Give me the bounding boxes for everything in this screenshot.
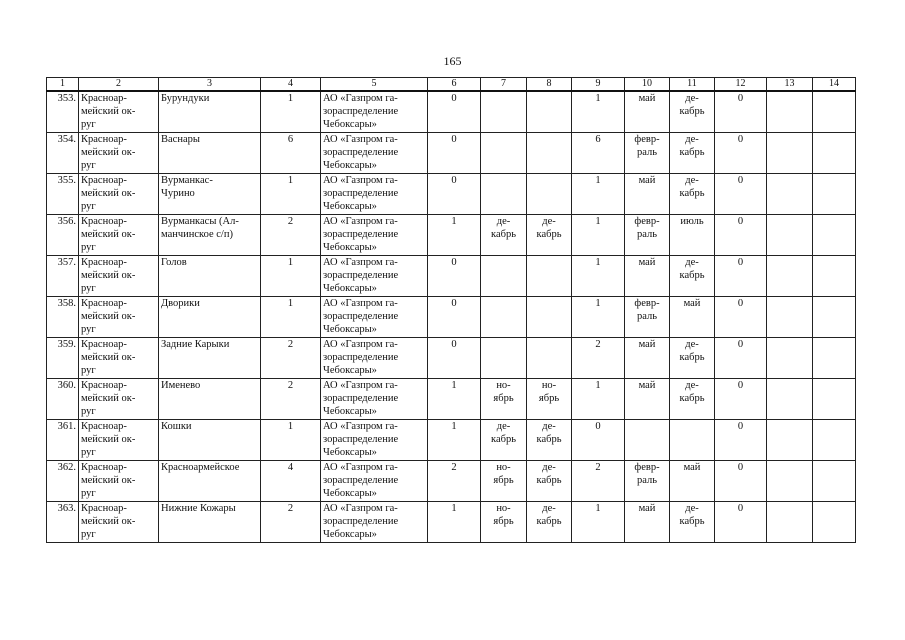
col11-cell: де- кабрь xyxy=(670,174,715,215)
col9-cell: 2 xyxy=(572,461,625,502)
col14-cell xyxy=(813,297,856,338)
count-cell: 2 xyxy=(261,502,321,543)
col6-cell: 0 xyxy=(428,91,481,133)
settlement-cell: Именево xyxy=(159,379,261,420)
col11-cell: де- кабрь xyxy=(670,256,715,297)
col12-cell: 0 xyxy=(715,502,767,543)
table-row xyxy=(47,256,856,297)
column-header: 8 xyxy=(527,78,572,92)
settlement-cell: Красноармейское xyxy=(159,461,261,502)
column-header: 12 xyxy=(715,78,767,92)
col14-cell xyxy=(813,256,856,297)
col14-cell xyxy=(813,379,856,420)
organization-cell: АО «Газпром га- зораспределение Чебоксары» xyxy=(321,502,428,543)
col8-cell xyxy=(527,133,572,174)
column-header: 1 xyxy=(47,78,79,92)
district-cell: Красноар- мейский ок- руг xyxy=(79,256,159,297)
col12-cell: 0 xyxy=(715,256,767,297)
table-row xyxy=(47,461,856,502)
col9-cell: 1 xyxy=(572,215,625,256)
col12-cell: 0 xyxy=(715,215,767,256)
col9-cell: 1 xyxy=(572,297,625,338)
col10-cell: февр- раль xyxy=(625,133,670,174)
organization-cell: АО «Газпром га- зораспределение Чебоксары» xyxy=(321,461,428,502)
col13-cell xyxy=(767,215,813,256)
col8-cell xyxy=(527,91,572,133)
table-row xyxy=(47,420,856,461)
col11-cell: де- кабрь xyxy=(670,502,715,543)
settlement-cell: Вурманкас- Чурино xyxy=(159,174,261,215)
district-cell: Красноар- мейский ок- руг xyxy=(79,461,159,502)
col8-cell: де- кабрь xyxy=(527,502,572,543)
col7-cell xyxy=(481,133,527,174)
district-cell: Красноар- мейский ок- руг xyxy=(79,215,159,256)
count-cell: 6 xyxy=(261,133,321,174)
col8-cell: де- кабрь xyxy=(527,461,572,502)
district-cell: Красноар- мейский ок- руг xyxy=(79,338,159,379)
row-number-cell: 359. xyxy=(47,338,79,379)
col11-cell: де- кабрь xyxy=(670,91,715,133)
col12-cell: 0 xyxy=(715,297,767,338)
table-row xyxy=(47,297,856,338)
col6-cell: 0 xyxy=(428,256,481,297)
col8-cell xyxy=(527,338,572,379)
col11-cell: май xyxy=(670,297,715,338)
table-row xyxy=(47,174,856,215)
district-cell: Красноар- мейский ок- руг xyxy=(79,379,159,420)
count-cell: 1 xyxy=(261,420,321,461)
row-number-cell: 363. xyxy=(47,502,79,543)
col14-cell xyxy=(813,420,856,461)
table-row xyxy=(47,379,856,420)
settlement-cell: Голов xyxy=(159,256,261,297)
col10-cell: февр- раль xyxy=(625,461,670,502)
district-cell: Красноар- мейский ок- руг xyxy=(79,502,159,543)
organization-cell: АО «Газпром га- зораспределение Чебоксары» xyxy=(321,215,428,256)
col14-cell xyxy=(813,133,856,174)
col7-cell xyxy=(481,256,527,297)
col13-cell xyxy=(767,461,813,502)
count-cell: 1 xyxy=(261,91,321,133)
col11-cell: де- кабрь xyxy=(670,338,715,379)
col13-cell xyxy=(767,256,813,297)
col6-cell: 0 xyxy=(428,174,481,215)
col6-cell: 0 xyxy=(428,133,481,174)
organization-cell: АО «Газпром га- зораспределение Чебоксары» xyxy=(321,91,428,133)
col6-cell: 0 xyxy=(428,338,481,379)
organization-cell: АО «Газпром га- зораспределение Чебоксары» xyxy=(321,420,428,461)
col14-cell xyxy=(813,174,856,215)
col12-cell: 0 xyxy=(715,420,767,461)
column-header: 14 xyxy=(813,78,856,92)
col13-cell xyxy=(767,174,813,215)
district-cell: Красноар- мейский ок- руг xyxy=(79,297,159,338)
col10-cell: май xyxy=(625,502,670,543)
col14-cell xyxy=(813,215,856,256)
row-number-cell: 360. xyxy=(47,379,79,420)
column-header: 9 xyxy=(572,78,625,92)
col11-cell: июль xyxy=(670,215,715,256)
col13-cell xyxy=(767,420,813,461)
page-number: 165 xyxy=(443,54,462,68)
col13-cell xyxy=(767,91,813,133)
col8-cell: но- ябрь xyxy=(527,379,572,420)
district-cell: Красноар- мейский ок- руг xyxy=(79,91,159,133)
settlement-cell: Кошки xyxy=(159,420,261,461)
col10-cell xyxy=(625,420,670,461)
col9-cell: 6 xyxy=(572,133,625,174)
col8-cell xyxy=(527,297,572,338)
row-number-cell: 361. xyxy=(47,420,79,461)
col8-cell: де- кабрь xyxy=(527,420,572,461)
col10-cell: май xyxy=(625,338,670,379)
col6-cell: 2 xyxy=(428,461,481,502)
col12-cell: 0 xyxy=(715,91,767,133)
settlement-cell: Нижние Кожары xyxy=(159,502,261,543)
col6-cell: 1 xyxy=(428,502,481,543)
col10-cell: май xyxy=(625,91,670,133)
count-cell: 4 xyxy=(261,461,321,502)
organization-cell: АО «Газпром га- зораспределение Чебоксары» xyxy=(321,379,428,420)
table-row xyxy=(47,338,856,379)
col9-cell: 2 xyxy=(572,338,625,379)
col9-cell: 1 xyxy=(572,256,625,297)
col14-cell xyxy=(813,461,856,502)
col12-cell: 0 xyxy=(715,379,767,420)
row-number-cell: 353. xyxy=(47,91,79,133)
organization-cell: АО «Газпром га- зораспределение Чебоксары» xyxy=(321,174,428,215)
table-row xyxy=(47,91,856,133)
col9-cell: 1 xyxy=(572,174,625,215)
header-row xyxy=(47,78,856,92)
col9-cell: 0 xyxy=(572,420,625,461)
table-row xyxy=(47,502,856,543)
col13-cell xyxy=(767,297,813,338)
row-number-cell: 358. xyxy=(47,297,79,338)
count-cell: 2 xyxy=(261,379,321,420)
col7-cell: но- ябрь xyxy=(481,502,527,543)
col8-cell: де- кабрь xyxy=(527,215,572,256)
row-number-cell: 362. xyxy=(47,461,79,502)
col10-cell: май xyxy=(625,379,670,420)
col14-cell xyxy=(813,502,856,543)
count-cell: 1 xyxy=(261,256,321,297)
col12-cell: 0 xyxy=(715,461,767,502)
row-number-cell: 357. xyxy=(47,256,79,297)
col8-cell xyxy=(527,174,572,215)
col6-cell: 0 xyxy=(428,297,481,338)
col10-cell: февр- раль xyxy=(625,297,670,338)
col11-cell: май xyxy=(670,461,715,502)
organization-cell: АО «Газпром га- зораспределение Чебоксары» xyxy=(321,338,428,379)
settlement-cell: Задние Карыки xyxy=(159,338,261,379)
district-cell: Красноар- мейский ок- руг xyxy=(79,420,159,461)
row-number-cell: 355. xyxy=(47,174,79,215)
table-row xyxy=(47,215,856,256)
col7-cell xyxy=(481,297,527,338)
col7-cell: но- ябрь xyxy=(481,379,527,420)
col14-cell xyxy=(813,338,856,379)
col6-cell: 1 xyxy=(428,215,481,256)
col10-cell: февр- раль xyxy=(625,215,670,256)
table-body xyxy=(47,91,856,543)
organization-cell: АО «Газпром га- зораспределение Чебоксары» xyxy=(321,297,428,338)
col10-cell: май xyxy=(625,174,670,215)
col13-cell xyxy=(767,502,813,543)
district-cell: Красноар- мейский ок- руг xyxy=(79,133,159,174)
row-number-cell: 356. xyxy=(47,215,79,256)
column-header: 4 xyxy=(261,78,321,92)
col13-cell xyxy=(767,133,813,174)
col6-cell: 1 xyxy=(428,420,481,461)
col7-cell: де- кабрь xyxy=(481,420,527,461)
table-row xyxy=(47,133,856,174)
col7-cell: де- кабрь xyxy=(481,215,527,256)
col12-cell: 0 xyxy=(715,133,767,174)
col6-cell: 1 xyxy=(428,379,481,420)
column-header: 13 xyxy=(767,78,813,92)
column-header: 7 xyxy=(481,78,527,92)
count-cell: 1 xyxy=(261,297,321,338)
column-header: 2 xyxy=(79,78,159,92)
col14-cell xyxy=(813,91,856,133)
col11-cell: де- кабрь xyxy=(670,133,715,174)
col7-cell: но- ябрь xyxy=(481,461,527,502)
count-cell: 2 xyxy=(261,338,321,379)
settlement-cell: Вурманкасы (Ал- манчинское с/п) xyxy=(159,215,261,256)
col9-cell: 1 xyxy=(572,502,625,543)
row-number-cell: 354. xyxy=(47,133,79,174)
data-table xyxy=(46,77,856,543)
col7-cell xyxy=(481,338,527,379)
column-header: 3 xyxy=(159,78,261,92)
col10-cell: май xyxy=(625,256,670,297)
col11-cell: де- кабрь xyxy=(670,379,715,420)
count-cell: 2 xyxy=(261,215,321,256)
organization-cell: АО «Газпром га- зораспределение Чебоксары» xyxy=(321,133,428,174)
count-cell: 1 xyxy=(261,174,321,215)
district-cell: Красноар- мейский ок- руг xyxy=(79,174,159,215)
column-header: 10 xyxy=(625,78,670,92)
col9-cell: 1 xyxy=(572,379,625,420)
organization-cell: АО «Газпром га- зораспределение Чебоксары» xyxy=(321,256,428,297)
col7-cell xyxy=(481,174,527,215)
col13-cell xyxy=(767,338,813,379)
col9-cell: 1 xyxy=(572,91,625,133)
column-header: 11 xyxy=(670,78,715,92)
settlement-cell: Дворики xyxy=(159,297,261,338)
settlement-cell: Бурундуки xyxy=(159,91,261,133)
settlement-cell: Васнары xyxy=(159,133,261,174)
column-header: 6 xyxy=(428,78,481,92)
col13-cell xyxy=(767,379,813,420)
col7-cell xyxy=(481,91,527,133)
col12-cell: 0 xyxy=(715,174,767,215)
col12-cell: 0 xyxy=(715,338,767,379)
column-header: 5 xyxy=(321,78,428,92)
col11-cell xyxy=(670,420,715,461)
col8-cell xyxy=(527,256,572,297)
